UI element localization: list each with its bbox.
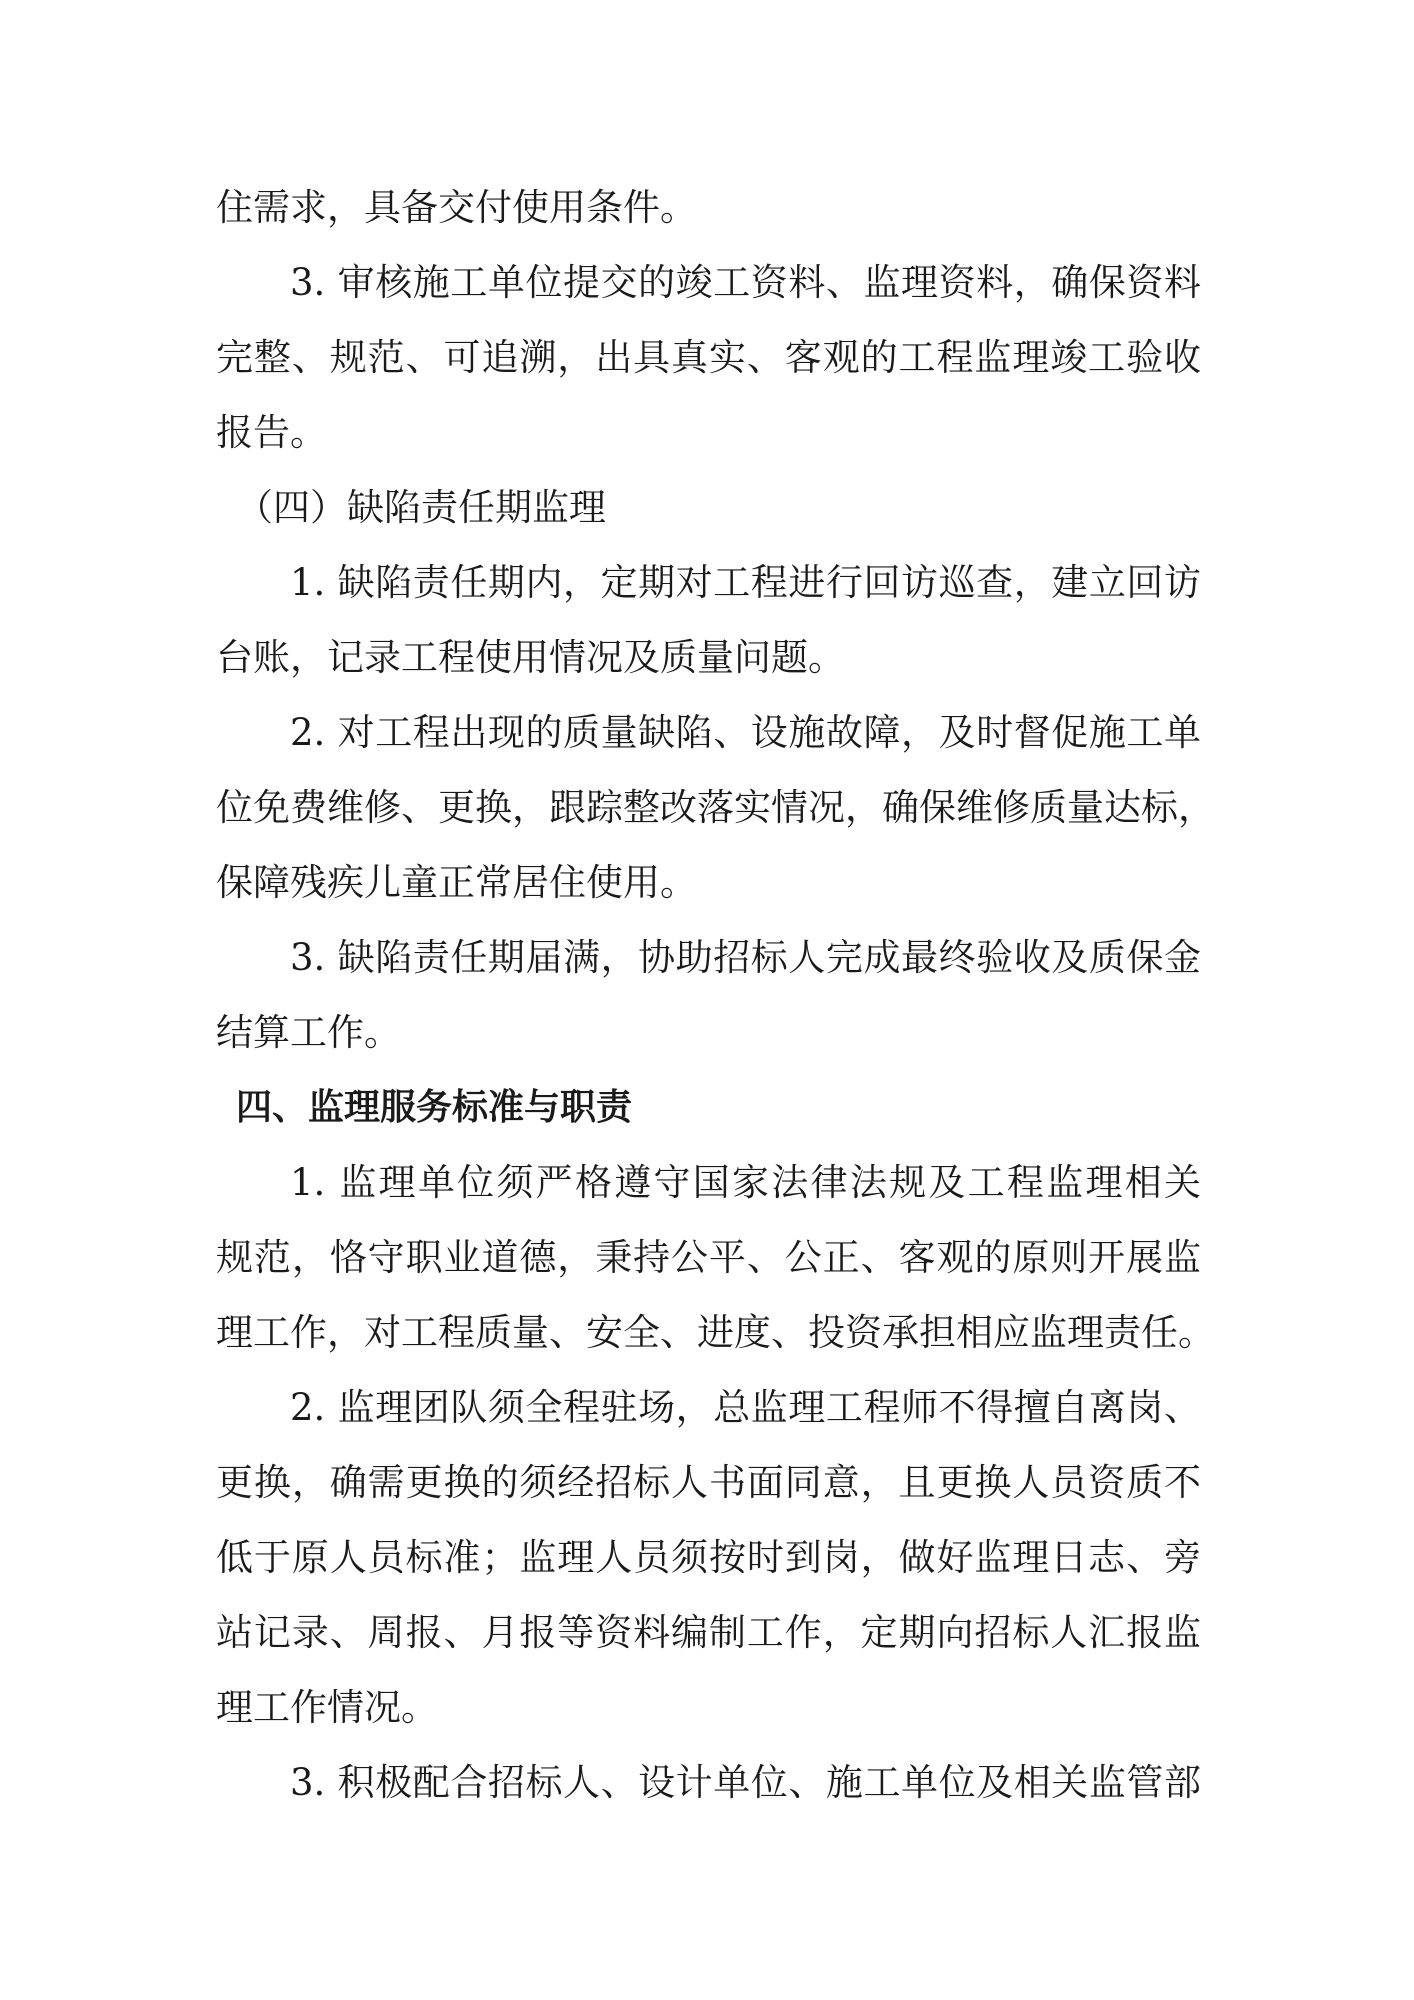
paragraph-line: 规范，恪守职业道德，秉持公平、公正、客观的原则开展监 — [216, 1236, 1201, 1279]
paragraph-line: 更换，确需更换的须经招标人书面同意，且更换人员资质不 — [216, 1461, 1201, 1504]
paragraph-line: 住需求，具备交付使用条件。 — [216, 186, 697, 229]
paragraph-line: 3. 积极配合招标人、设计单位、施工单位及相关监管部 — [290, 1761, 1201, 1804]
paragraph-line: 理工作，对工程质量、安全、进度、投资承担相应监理责任。 — [216, 1311, 1215, 1354]
paragraph-line: 站记录、周报、月报等资料编制工作，定期向招标人汇报监 — [216, 1611, 1201, 1654]
section-subheading: （四）缺陷责任期监理 — [236, 486, 606, 529]
paragraph-line: 完整、规范、可追溯，出具真实、客观的工程监理竣工验收 — [216, 336, 1201, 379]
paragraph-line: 3. 缺陷责任期届满，协助招标人完成最终验收及质保金 — [290, 936, 1201, 979]
paragraph-line: 3. 审核施工单位提交的竣工资料、监理资料，确保资料 — [290, 261, 1201, 304]
paragraph-line: 保障残疾儿童正常居住使用。 — [216, 861, 697, 904]
paragraph-line: 位免费维修、更换，跟踪整改落实情况，确保维修质量达标， — [216, 786, 1215, 829]
paragraph-line: 2. 对工程出现的质量缺陷、设施故障，及时督促施工单 — [290, 711, 1201, 754]
paragraph-line: 报告。 — [216, 411, 327, 454]
paragraph-line: 低于原人员标准；监理人员须按时到岗，做好监理日志、旁 — [216, 1536, 1201, 1579]
paragraph-line: 1. 缺陷责任期内，定期对工程进行回访巡查，建立回访 — [290, 561, 1201, 604]
paragraph-line: 台账，记录工程使用情况及质量问题。 — [216, 636, 845, 679]
section-heading: 四、监理服务标准与职责 — [236, 1087, 633, 1128]
paragraph-line: 2. 监理团队须全程驻场，总监理工程师不得擅自离岗、 — [290, 1386, 1201, 1429]
paragraph-line: 结算工作。 — [216, 1011, 401, 1054]
paragraph-line: 1. 监理单位须严格遵守国家法律法规及工程监理相关 — [290, 1161, 1201, 1204]
paragraph-line: 理工作情况。 — [216, 1686, 438, 1729]
